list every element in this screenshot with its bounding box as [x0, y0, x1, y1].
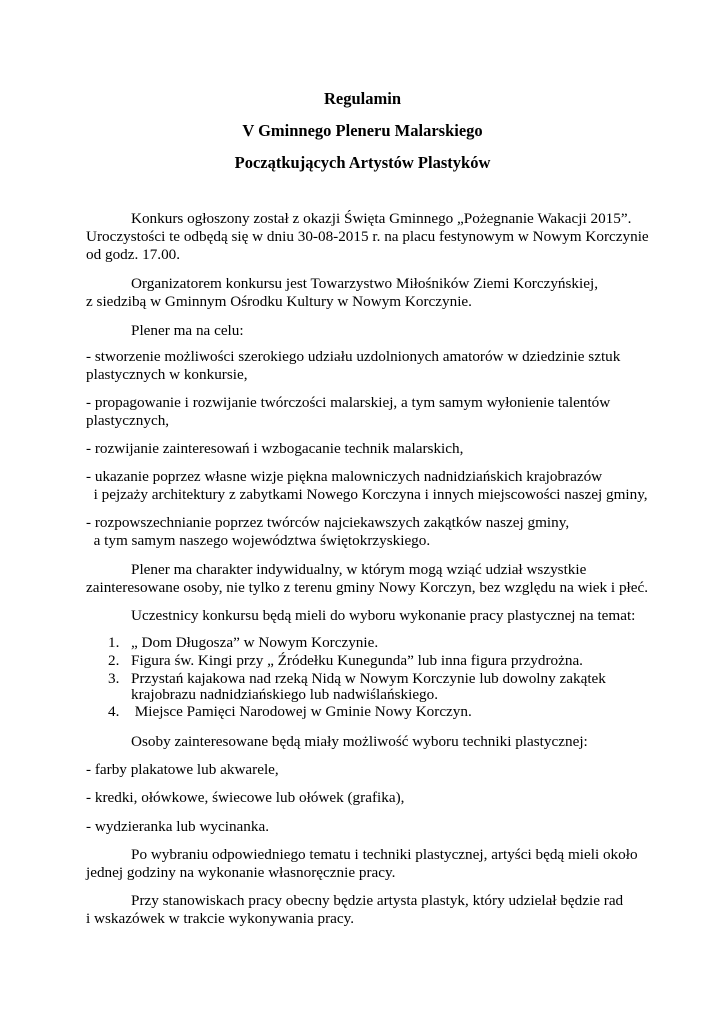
organizer-line-1: Organizatorem konkursu jest Towarzystwo Miłośników Ziemi Korczyńskiej, — [131, 275, 598, 292]
artist-line-1: Przy stanowiskach pracy obecny będzie artysta plastyk, który udzielał będzie rad — [131, 892, 624, 909]
topic-3-text-line-1: Przystań kajakowa nad rzeką Nidą w Nowym Korczynie lub dowolny zakątek — [131, 670, 606, 687]
intro-line-1: Konkurs ogłoszony został z okazji Święta Gminnego „Pożegnanie Wakacji 2015”. — [131, 210, 632, 227]
techniques-intro: Osoby zainteresowane będą miały możliwość wyboru techniki plastycznej: — [131, 733, 588, 750]
intro-line-2: Uroczystości te odbędą się w dniu 30-08-2015 r. na placu festynowym w Nowym Korczynie — [86, 228, 649, 245]
doc-title-line-2: V Gminnego Pleneru Malarskiego — [242, 121, 483, 140]
technique-2: - kredki, ołówkowe, świecowe lub ołówek (grafika), — [86, 789, 405, 806]
topic-3-text-line-2: krajobrazu nadnidziańskiego lub nadwiślańskiego. — [131, 686, 439, 703]
goal-5-line-1: - rozpowszechnianie poprzez twórców najciekawszych zakątków naszej gminy, — [86, 514, 570, 531]
doc-title-line-1: Regulamin — [323, 89, 401, 108]
topic-1-text: „ Dom Długosza” w Nowym Korczynie. — [131, 634, 379, 651]
character-line-2: zainteresowane osoby, nie tylko z terenu gminy Nowy Korczyn, bez względu na wiek i płeć. — [86, 579, 649, 596]
goal-3-line-1: - rozwijanie zainteresowań i wzbogacanie technik malarskich, — [86, 440, 464, 457]
goals-intro: Plener ma na celu: — [131, 322, 244, 339]
character-line-1: Plener ma charakter indywidualny, w którym mogą wziąć udział wszystkie — [131, 561, 587, 578]
intro-line-3: od godz. 17.00. — [86, 246, 181, 263]
topics-intro: Uczestnicy konkursu będą mieli do wyboru wykonanie pracy plastycznej na temat: — [131, 607, 636, 624]
topic-3-number: 3. — [108, 670, 120, 687]
time-line-1: Po wybraniu odpowiedniego tematu i techniki plastycznej, artyści będą mieli około — [131, 846, 638, 863]
technique-3: - wydzieranka lub wycinanka. — [86, 818, 270, 835]
organizer-line-2: z siedzibą w Gminnym Ośrodku Kultury w Nowym Korczynie. — [86, 293, 472, 310]
topic-2-text: Figura św. Kingi przy „ Źródełku Kunegunda” lub inna figura przydrożna. — [131, 652, 583, 669]
topic-2-number: 2. — [108, 652, 120, 669]
topic-4-number: 4. — [108, 703, 120, 720]
goal-4-line-1: - ukazanie poprzez własne wizje piękna malowniczych nadnidziańskich krajobrazów — [86, 468, 603, 485]
goal-1-line-2: plastycznych w konkursie, — [86, 366, 248, 383]
doc-title-line-3: Początkujących Artystów Plastyków — [234, 153, 491, 172]
technique-1: - farby plakatowe lub akwarele, — [86, 761, 279, 778]
goal-5-line-2: a tym samym naszego województwa świętokrzyskiego. — [86, 532, 431, 549]
goal-1-line-1: - stworzenie możliwości szerokiego udziału uzdolnionych amatorów w dziedzinie sztuk — [86, 348, 621, 365]
goal-2-line-1: - propagowanie i rozwijanie twórczości malarskiej, a tym samym wyłonienie talentów — [86, 394, 611, 411]
time-line-2: jednej godziny na wykonanie własnoręcznie pracy. — [86, 864, 396, 881]
goal-2-line-2: plastycznych, — [86, 412, 170, 429]
topic-4-text: Miejsce Pamięci Narodowej w Gminie Nowy Korczyn. — [131, 703, 472, 720]
artist-line-2: i wskazówek w trakcie wykonywania pracy. — [86, 910, 355, 927]
goal-4-line-2: i pejzaży architektury z zabytkami Nowego Korczyna i innych miejscowości naszej gminy, — [86, 486, 648, 503]
topic-1-number: 1. — [108, 634, 120, 651]
